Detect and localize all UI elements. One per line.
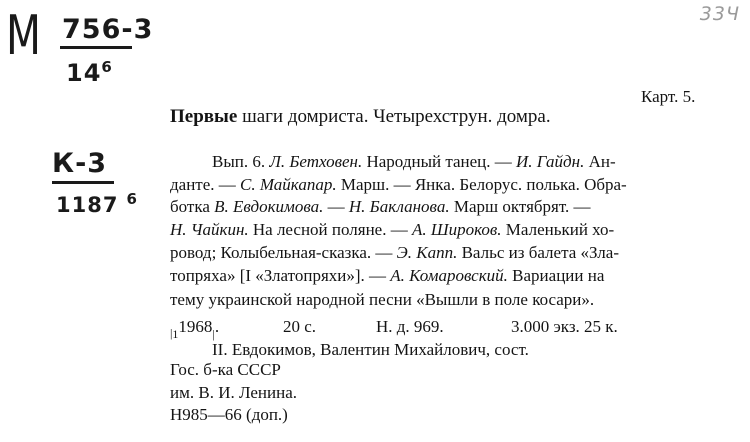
added-entry: II. Евдокимов, Валентин Михайлович, сост. <box>212 340 529 359</box>
description-text: ровод; Колыбельная-сказка. — <box>170 243 397 262</box>
description-line <box>170 289 594 311</box>
description-name: Н. Чайкин. <box>170 220 249 239</box>
imprint-copies: 3.000 экз. 25 к. <box>511 317 618 336</box>
description-name: В. Евдокимова. <box>214 197 324 216</box>
description-name: Э. Капп. <box>396 243 458 262</box>
handwritten-sub-code <box>66 58 113 87</box>
description-text: Вып. 6. <box>212 152 270 171</box>
library-line-1: Гос. б-ка СССР <box>170 360 281 379</box>
imprint-pages: 20 с. <box>283 317 317 336</box>
description-name: А. Комаровский. <box>390 266 508 285</box>
description-name: А. Широков. <box>411 220 502 239</box>
description-text: Маленький хо- <box>501 220 615 239</box>
k-code-underline <box>52 181 114 184</box>
description-text: Народный танец. — <box>362 152 517 171</box>
handwritten-shelf-code: 756-3 <box>62 14 154 45</box>
description-line <box>170 242 619 264</box>
sub-code-main: 14 <box>66 59 102 87</box>
imprint-year: $_{|1}1968_|$. <box>170 317 220 341</box>
sub-code-sup: 6 <box>101 58 113 76</box>
description-line <box>170 196 591 218</box>
description-text: ботка <box>170 197 215 216</box>
description-name: Н. Бакланова. <box>348 197 450 216</box>
imprint-nd: Н. д. 969. <box>376 317 444 336</box>
title-bold: Первые <box>170 106 238 127</box>
library-line-2: им. В. И. Ленина. <box>170 383 298 402</box>
shelf-code-underline <box>60 46 132 49</box>
description-name: И. Гайдн. <box>516 152 585 171</box>
description-text: Марш октябрят. — <box>449 197 591 216</box>
description-text: Марш. — Янка. Белорус. полька. Обра- <box>336 175 627 194</box>
k-number-sup: 6 <box>126 190 138 208</box>
handwritten-k-number <box>56 190 138 217</box>
record-number: Н985—66 (доп.) <box>170 405 288 424</box>
pencil-mark: 33Ч <box>699 3 740 25</box>
handwritten-k-code: К-3 <box>52 148 108 179</box>
description-name: С. Майкапар. <box>240 175 337 194</box>
description-text: На лесной поляне. — <box>248 220 412 239</box>
title-rest: шаги домриста. Четырехструн. домра. <box>242 106 551 127</box>
description-line <box>212 151 616 173</box>
description-text: Вариации на <box>507 266 605 285</box>
year-value: 1968 <box>178 317 213 336</box>
description-text: Ан- <box>584 152 616 171</box>
description-line <box>170 265 604 287</box>
k-number-main: 1187 <box>56 193 119 217</box>
description-line <box>170 174 627 196</box>
card-title <box>170 106 551 128</box>
description-line <box>170 219 614 241</box>
description-text: тему украинской народной песни «Вышли в поле косари». <box>170 290 595 309</box>
card-number: Карт. 5. <box>641 87 696 106</box>
description-name: Л. Бетховен. <box>269 152 363 171</box>
description-text: Вальс из балета «Зла- <box>457 243 619 262</box>
description-text: топряха» [I «Златопряхи»]. — <box>170 266 391 285</box>
handwritten-m-letter: М <box>6 4 42 67</box>
description-text: — <box>323 197 349 216</box>
description-text: данте. — <box>170 175 241 194</box>
